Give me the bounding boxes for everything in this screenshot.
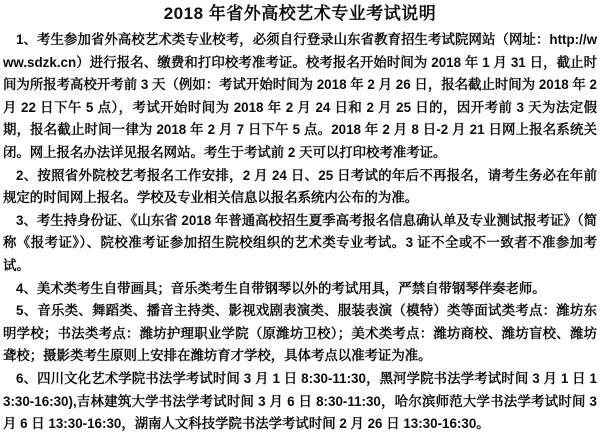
paragraph-exam-sites: 5、音乐类、舞蹈类、播音主持类、影视戏剧表演类、服装表演（模特）类等面试类考点：潍坊东明学校；书法类考点：潍坊护理职业学院（原潍坊卫校）；美术类考点：潍坊商校、潍坊盲校、潍坊聋校；摄影类考生原则上安排在潍坊育才学校，具体考点以准考证为准。 — [3, 303, 597, 364]
paragraph-registration-schedule-note: 2、按照省外院校艺考报名工作安排，2 月 24 日、25 日考试的年后不再报名，请考生务必在年前规定的时间网上报名。学校及专业相关信息以报名系统内公布的为准。 — [3, 167, 597, 206]
document-title: 2018 年省外高校艺术专业考试说明 — [163, 4, 437, 23]
paragraph-required-certificates: 3、考生持身份证、《山东省 2018 年普通高校招生夏季高考报名信息确认单及专业测试报考证》（简称《报考证》）、院校准考证参加招生院校组织的艺术类专业考试。3 证不全或不一致者不准参加考试。 — [3, 212, 597, 273]
paragraph-exam-supplies: 4、美术类考生自带画具；音乐类考生自带钢琴以外的考试用具，严禁自带钢琴伴奏老师。 — [16, 280, 546, 296]
paragraph-calligraphy-exam-times: 6、四川文化艺术学院书法学考试时间 3 月 1 日 8:30-11:30，黑河学院书法学考试时间 3 月 1 日 13:30-16:30),吉林建筑大学书法学考试时间 3 月 6 日 8:30-11:30，哈尔滨师范大学书法学考试时间 3 月 6 日 13:30-16:30，湖南人文科技学院书法学考试时间 2 月 26 日 13:30-16:30。 — [3, 370, 597, 432]
paragraph-registration-info: 1、考生参加省外高校艺术类专业校考，必须自行登录山东省教育招生考试院网站（网址：http://www.sdzk.cn）进行报名、缴费和打印校考准考证。校考报名开始时间为 2018 年 1 月 31 日，截止时间为所报考高校开考前 3 天（例如：考试开始时间为 2018 年 2 月 26 日，报名截止时间为 2018 年 2 月 22 日下午 5 点），考试开始时间为 2018 年 2 月 24 日和 2 月 25 日的，因开考前 3 天为法定假期，报名截止时间一律为 2018 年 2 月 7 日下午 5 点。2018 年 2 月 8 日-2 月 21 日网上报名系统关闭。网上报名办法详见报名网站。考生于考试前 2 天可以打印校考准考证。 — [3, 32, 597, 160]
